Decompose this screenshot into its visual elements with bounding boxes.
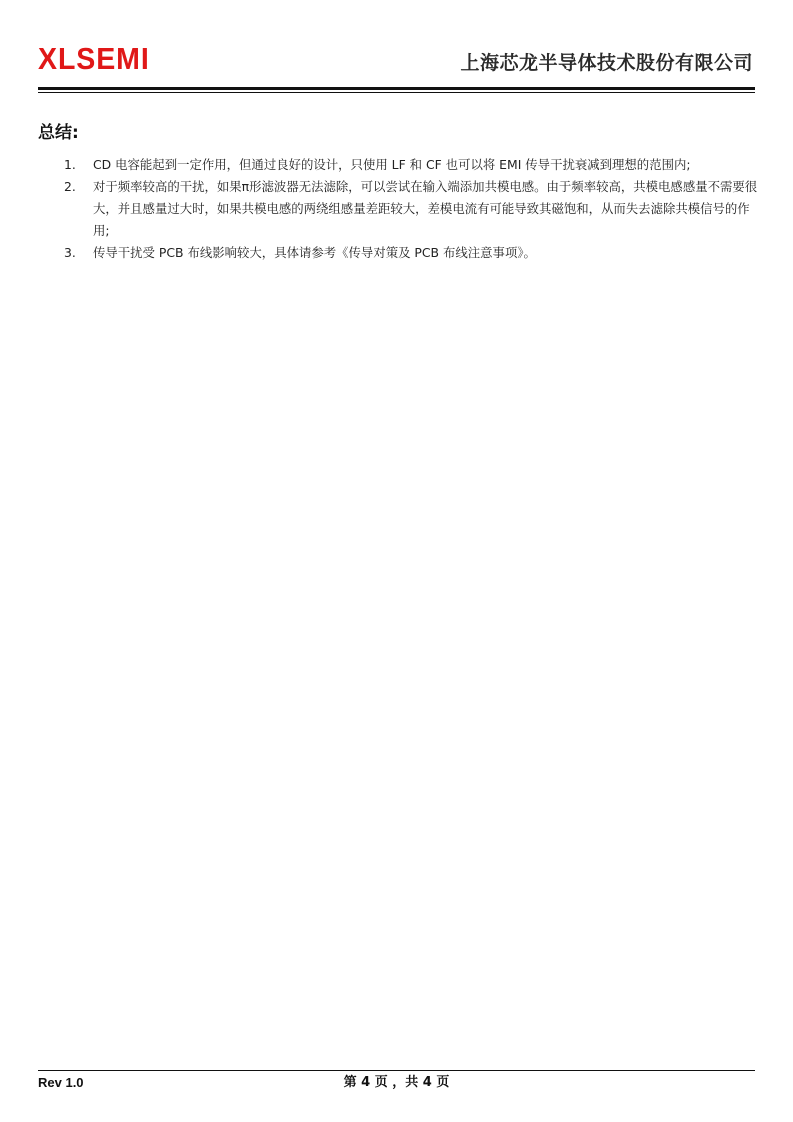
list-item-text: 传导干扰受 PCB 布线影响较大，具体请参考《传导对策及 PCB 布线注意事项》。 — [93, 245, 536, 260]
list-item — [64, 176, 764, 242]
company-name: 上海芯龙半导体技术股份有限公司 — [460, 52, 753, 74]
list-item — [64, 154, 764, 176]
list-item — [64, 242, 764, 264]
page-number: 第 4 页 ，共 4 页 — [343, 1075, 450, 1090]
footer-divider — [38, 1070, 755, 1071]
list-item-text: 对于频率较高的干扰，如果π形滤波器无法滤除，可以尝试在输入端添加共模电感。由于频率较高，共模电感感量不需要很大，并且感量过大时，如果共模电感的两绕组感量差距较大，差模电流有可能导致其磁饱和，从而失去滤除共模信号的作用; — [93, 179, 758, 238]
header-divider — [38, 87, 755, 90]
list-item-number: 1. — [64, 157, 76, 172]
summary-list — [64, 154, 764, 264]
list-item-number: 3. — [64, 245, 76, 260]
list-item-number: 2. — [64, 179, 76, 194]
header-divider-thin — [38, 92, 755, 93]
revision-label: Rev 1.0 — [38, 1075, 84, 1090]
company-logo: XLSEMI — [38, 41, 150, 76]
list-item-text: CD 电容能起到一定作用，但通过良好的设计，只使用 LF 和 CF 也可以将 EMI 传导干扰衰减到理想的范围内; — [93, 157, 691, 172]
section-title: 总结: — [38, 123, 79, 143]
